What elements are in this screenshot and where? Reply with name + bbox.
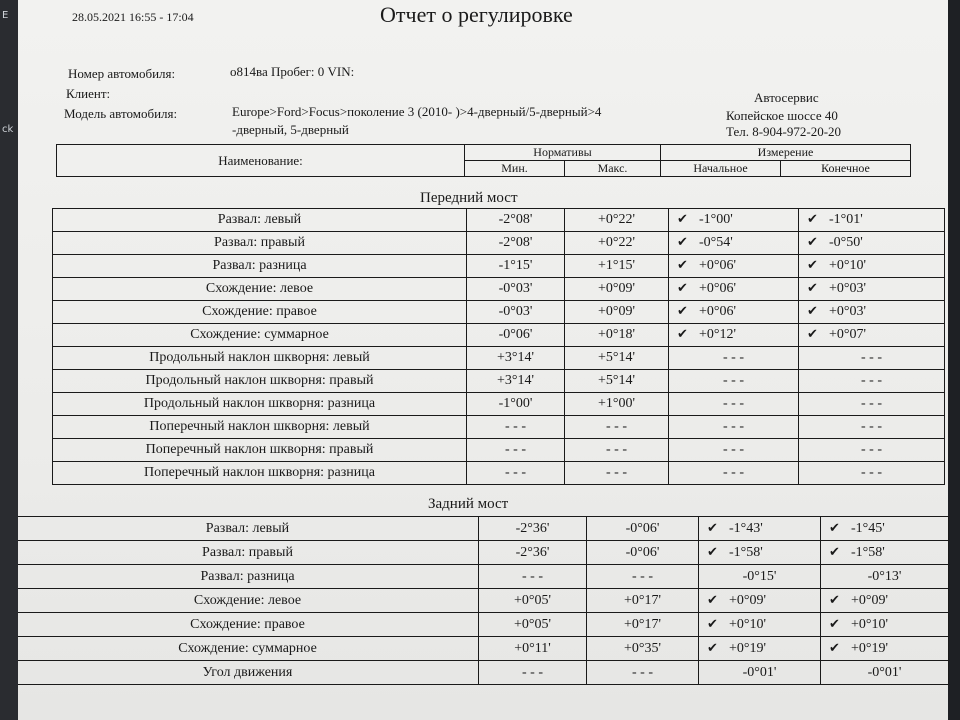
measure-initial — [669, 347, 799, 370]
check-icon: ✔ — [707, 544, 718, 560]
param-name-text: Схождение: левое — [193, 592, 302, 608]
norm-min — [479, 637, 587, 661]
measure-initial — [699, 661, 821, 685]
norm-max — [587, 541, 699, 565]
header-initial: Начальное — [661, 161, 781, 177]
front-axle-table — [52, 208, 945, 485]
param-name-text: Схождение: левое — [205, 281, 314, 296]
norm-max-text: +5°14' — [597, 350, 636, 365]
norm-min — [479, 661, 587, 685]
measure-initial-text: -0°15' — [742, 568, 777, 584]
table-row — [17, 613, 949, 637]
measure-final-text: +0°10' — [829, 258, 867, 273]
measure-final — [821, 613, 949, 637]
norm-max-text: +0°17' — [623, 592, 662, 608]
measure-final — [799, 416, 945, 439]
rear-axle-title: Задний мост — [428, 496, 509, 512]
norm-min-text: +0°11' — [514, 640, 551, 656]
table-row — [17, 637, 949, 661]
measure-initial — [699, 565, 821, 589]
vehicle-number-label: Номер автомобиля: — [68, 66, 176, 81]
measure-final — [821, 541, 949, 565]
measure-final — [821, 661, 949, 685]
norm-max — [565, 278, 669, 301]
norm-max — [565, 370, 669, 393]
norm-min-text: -0°06' — [498, 327, 533, 342]
model-line-1: Europe>Ford>Focus>поколение 3 (2010- )>4-дверный/5-дверный>4 — [232, 104, 602, 119]
header-table — [56, 144, 911, 177]
table-row — [53, 416, 945, 439]
norm-min-text: - - - — [505, 442, 526, 457]
norm-max — [565, 416, 669, 439]
measure-initial — [669, 370, 799, 393]
device-edge — [0, 0, 18, 720]
norm-min-text: -2°36' — [515, 520, 550, 536]
param-name-text: Развал: левый — [217, 212, 302, 227]
measure-initial-text: -0°01' — [742, 664, 777, 680]
header-norms: Нормативы — [465, 145, 661, 161]
param-name-text: Развал: разница — [200, 568, 295, 584]
norm-max — [565, 393, 669, 416]
norm-min — [467, 416, 565, 439]
measure-initial-text: - - - — [723, 373, 744, 388]
table-row — [53, 370, 945, 393]
measure-final — [821, 517, 949, 541]
param-name-text: Схождение: правое — [190, 616, 305, 632]
norm-max-text: +5°14' — [597, 373, 636, 388]
check-icon: ✔ — [707, 520, 718, 536]
norm-min-text: -1°15' — [498, 258, 533, 273]
param-name-text: Продольный наклон шкворня: левый — [149, 350, 370, 365]
measure-initial — [669, 255, 799, 278]
measure-initial — [669, 324, 799, 347]
measure-initial — [669, 278, 799, 301]
norm-max — [565, 232, 669, 255]
norm-max-text: +0°17' — [623, 616, 662, 632]
measure-initial-text: -1°43' — [729, 520, 763, 536]
norm-max — [565, 324, 669, 347]
param-name-text: Поперечный наклон шкворня: правый — [145, 442, 374, 457]
param-name — [17, 637, 479, 661]
norm-min — [467, 393, 565, 416]
measure-initial-text: +0°09' — [729, 592, 767, 608]
norm-max-text: +0°22' — [597, 212, 636, 227]
param-name — [17, 613, 479, 637]
measure-final-text: +0°10' — [851, 616, 889, 632]
check-icon: ✔ — [707, 616, 718, 632]
norm-max — [587, 589, 699, 613]
norm-min-text: - - - — [522, 664, 543, 680]
check-icon: ✔ — [707, 640, 718, 656]
table-row — [53, 255, 945, 278]
report-title: Отчет о регулировке — [380, 2, 573, 27]
check-icon: ✔ — [677, 281, 688, 296]
measure-initial-text: - - - — [723, 419, 744, 434]
norm-min — [467, 301, 565, 324]
norm-min — [467, 255, 565, 278]
table-row — [17, 565, 949, 589]
rear-axle-table — [16, 516, 949, 685]
measure-initial — [669, 462, 799, 485]
check-icon: ✔ — [807, 235, 818, 250]
norm-min — [479, 565, 587, 589]
measure-final-text: -0°50' — [829, 235, 863, 250]
norm-max — [587, 565, 699, 589]
norm-min-text: -1°00' — [498, 396, 533, 411]
param-name-text: Развал: разница — [212, 258, 307, 273]
check-icon: ✔ — [829, 640, 840, 656]
table-row — [53, 324, 945, 347]
param-name-text: Поперечный наклон шкворня: разница — [144, 465, 375, 480]
measure-initial-text: +0°06' — [699, 304, 737, 319]
measure-initial — [699, 541, 821, 565]
param-name — [53, 255, 467, 278]
param-name-text: Развал: левый — [205, 520, 290, 536]
param-name — [53, 232, 467, 255]
table-row — [53, 439, 945, 462]
measure-initial-text: +0°06' — [699, 258, 737, 273]
norm-max — [565, 209, 669, 232]
param-name — [53, 370, 467, 393]
norm-min-text: +0°05' — [513, 616, 552, 632]
param-name — [53, 301, 467, 324]
measure-initial-text: - - - — [723, 350, 744, 365]
norm-max — [565, 439, 669, 462]
measure-final-text: +0°07' — [829, 327, 867, 342]
norm-min — [467, 462, 565, 485]
measure-final-text: - - - — [861, 396, 882, 411]
measure-final-text: - - - — [861, 373, 882, 388]
param-name — [53, 324, 467, 347]
model-line-2: -дверный, 5-дверный — [232, 122, 349, 137]
measure-initial-text: +0°12' — [699, 327, 737, 342]
norm-min-text: -2°08' — [498, 235, 533, 250]
norm-max — [565, 301, 669, 324]
client-label: Клиент: — [66, 86, 111, 101]
table-row — [53, 209, 945, 232]
check-icon: ✔ — [677, 212, 688, 227]
check-icon: ✔ — [829, 520, 840, 536]
check-icon: ✔ — [807, 212, 818, 227]
param-name — [17, 661, 479, 685]
param-name — [17, 517, 479, 541]
table-row — [17, 589, 949, 613]
measure-initial-text: +0°10' — [729, 616, 767, 632]
norm-max — [587, 637, 699, 661]
param-name-text: Схождение: суммарное — [190, 327, 329, 342]
norm-max — [587, 613, 699, 637]
measure-initial — [669, 301, 799, 324]
check-icon: ✔ — [677, 327, 688, 342]
table-row — [53, 278, 945, 301]
measure-final — [821, 589, 949, 613]
measure-final-text: - - - — [861, 350, 882, 365]
measure-final — [799, 301, 945, 324]
check-icon: ✔ — [829, 592, 840, 608]
norm-min-text: - - - — [522, 568, 543, 584]
measure-final-text: -1°58' — [851, 544, 885, 560]
measure-final-text: +0°03' — [829, 281, 867, 296]
header-measure: Измерение — [661, 145, 911, 161]
measure-final — [799, 209, 945, 232]
param-name — [53, 439, 467, 462]
norm-min — [479, 517, 587, 541]
norm-min-text: -0°03' — [498, 281, 533, 296]
side-mark-mid: ck — [2, 124, 14, 135]
measure-final — [799, 347, 945, 370]
check-icon: ✔ — [677, 304, 688, 319]
norm-min — [467, 439, 565, 462]
norm-min-text: - - - — [505, 419, 526, 434]
norm-max — [587, 661, 699, 685]
measure-initial-text: - - - — [723, 396, 744, 411]
measure-final-text: -1°45' — [851, 520, 885, 536]
norm-min — [467, 324, 565, 347]
measure-final — [799, 278, 945, 301]
header-max: Макс. — [565, 161, 661, 177]
norm-min — [467, 232, 565, 255]
param-name-text: Продольный наклон шкворня: правый — [145, 373, 374, 388]
norm-max-text: +0°35' — [623, 640, 662, 656]
norm-min-text: +3°14' — [496, 373, 535, 388]
service-name: Автосервис — [754, 90, 819, 105]
measure-final-text: +0°09' — [851, 592, 889, 608]
measure-initial — [699, 637, 821, 661]
measure-final-text: - - - — [861, 419, 882, 434]
header-final: Конечное — [781, 161, 911, 177]
norm-max — [565, 462, 669, 485]
param-name — [53, 416, 467, 439]
param-name-text: Развал: правый — [202, 544, 293, 560]
measure-final-text: -1°01' — [829, 212, 863, 227]
measure-initial — [669, 209, 799, 232]
measure-initial-text: -1°58' — [729, 544, 763, 560]
norm-max-text: +0°18' — [597, 327, 636, 342]
norm-min — [467, 347, 565, 370]
service-address: Копейское шоссе 40 — [726, 108, 838, 123]
param-name-text: Схождение: правое — [202, 304, 317, 319]
check-icon: ✔ — [807, 327, 818, 342]
measure-final-text: - - - — [861, 465, 882, 480]
norm-max-text: -0°06' — [625, 544, 660, 560]
measure-initial-text: +0°06' — [699, 281, 737, 296]
measure-final — [799, 255, 945, 278]
param-name — [53, 278, 467, 301]
measure-initial-text: - - - — [723, 465, 744, 480]
table-row — [17, 661, 949, 685]
norm-max-text: +0°09' — [597, 304, 636, 319]
measure-initial-text: +0°19' — [729, 640, 767, 656]
check-icon: ✔ — [807, 281, 818, 296]
measure-initial-text: -1°00' — [699, 212, 733, 227]
header-name: Наименование: — [57, 145, 465, 177]
param-name-text: Угол движения — [202, 664, 293, 680]
report-timestamp: 28.05.2021 16:55 - 17:04 — [72, 10, 194, 24]
measure-final — [799, 370, 945, 393]
norm-max — [587, 517, 699, 541]
measure-final — [821, 565, 949, 589]
measure-final-text: +0°19' — [851, 640, 889, 656]
check-icon: ✔ — [807, 258, 818, 273]
norm-max-text: - - - — [632, 664, 653, 680]
measure-final-text: -0°13' — [867, 568, 902, 584]
measure-initial — [699, 589, 821, 613]
measure-final — [799, 232, 945, 255]
measure-initial — [669, 439, 799, 462]
check-icon: ✔ — [807, 304, 818, 319]
header-min: Мин. — [465, 161, 565, 177]
measure-initial — [669, 393, 799, 416]
norm-min-text: -2°36' — [515, 544, 550, 560]
front-axle-title: Передний мост — [420, 190, 518, 206]
norm-max-text: - - - — [606, 465, 627, 480]
measure-initial — [669, 416, 799, 439]
table-row — [53, 301, 945, 324]
norm-max-text: +0°09' — [597, 281, 636, 296]
check-icon: ✔ — [829, 616, 840, 632]
norm-max-text: +1°15' — [597, 258, 636, 273]
param-name — [53, 347, 467, 370]
norm-min — [467, 278, 565, 301]
norm-min-text: +3°14' — [496, 350, 535, 365]
param-name — [53, 209, 467, 232]
check-icon: ✔ — [707, 592, 718, 608]
measure-initial — [699, 517, 821, 541]
norm-max-text: +1°00' — [597, 396, 636, 411]
table-row — [17, 541, 949, 565]
param-name — [17, 541, 479, 565]
check-icon: ✔ — [829, 544, 840, 560]
norm-max-text: - - - — [632, 568, 653, 584]
param-name — [53, 393, 467, 416]
measure-final — [799, 462, 945, 485]
norm-max — [565, 255, 669, 278]
param-name — [17, 565, 479, 589]
norm-max-text: -0°06' — [625, 520, 660, 536]
measure-final — [821, 637, 949, 661]
measure-final — [799, 393, 945, 416]
norm-max-text: +0°22' — [597, 235, 636, 250]
norm-min — [467, 370, 565, 393]
norm-min — [479, 613, 587, 637]
measure-final — [799, 439, 945, 462]
check-icon: ✔ — [677, 235, 688, 250]
table-row — [53, 393, 945, 416]
norm-min-text: -2°08' — [498, 212, 533, 227]
norm-min — [479, 589, 587, 613]
norm-min-text: -0°03' — [498, 304, 533, 319]
measure-initial-text: - - - — [723, 442, 744, 457]
norm-max-text: - - - — [606, 419, 627, 434]
check-icon: ✔ — [677, 258, 688, 273]
vehicle-number-value: о814ва Пробег: 0 VIN: — [230, 64, 355, 79]
norm-max — [565, 347, 669, 370]
table-row — [53, 347, 945, 370]
norm-max-text: - - - — [606, 442, 627, 457]
measure-initial — [699, 613, 821, 637]
measure-final — [799, 324, 945, 347]
table-row — [53, 462, 945, 485]
service-phone: Тел. 8-904-972-20-20 — [726, 124, 842, 139]
norm-min — [467, 209, 565, 232]
param-name-text: Поперечный наклон шкворня: левый — [149, 419, 370, 434]
measure-final-text: -0°01' — [867, 664, 902, 680]
param-name — [53, 462, 467, 485]
measure-final-text: +0°03' — [829, 304, 867, 319]
table-row — [53, 232, 945, 255]
norm-min-text: +0°05' — [513, 592, 552, 608]
norm-min-text: - - - — [505, 465, 526, 480]
param-name-text: Схождение: суммарное — [178, 640, 317, 656]
param-name-text: Продольный наклон шкворня: разница — [143, 396, 376, 411]
param-name — [17, 589, 479, 613]
measure-initial — [669, 232, 799, 255]
model-label: Модель автомобиля: — [64, 106, 178, 121]
param-name-text: Развал: правый — [214, 235, 305, 250]
table-row — [17, 517, 949, 541]
measure-final-text: - - - — [861, 442, 882, 457]
side-mark-top: E — [2, 10, 9, 21]
measure-initial-text: -0°54' — [699, 235, 733, 250]
norm-min — [479, 541, 587, 565]
